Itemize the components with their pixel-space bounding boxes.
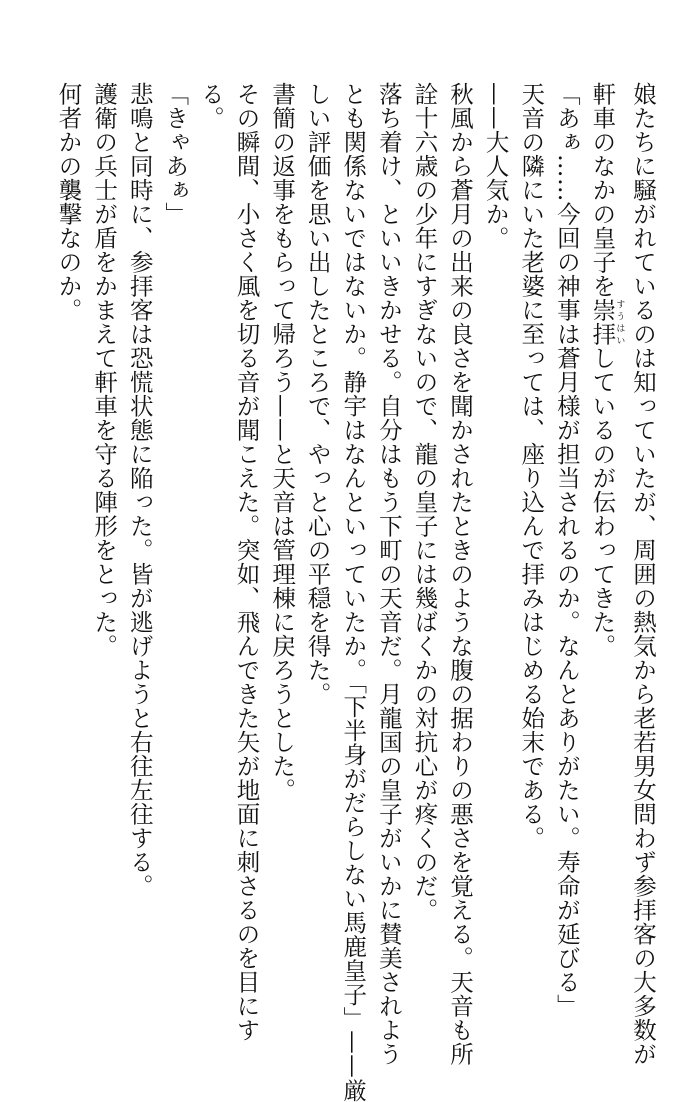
ruby-base: 崇拝 [588,298,617,346]
text-line-6: 秋風から蒼月の出来の良さを聞かされたときのような腹の据わりの悪さを覚える。天音も所 [446,82,475,1066]
vertical-text-body [50,82,660,1102]
text-line-7: 詮十六歳の少年にすぎないので、龍の皇子には幾ばくかの対抗心が疼くのだ。 [410,82,439,922]
text-line-3: 「あぁ……今回の神事は蒼月様が担当されるのか。なんとありがたい。寿命が延びる」 [552,82,581,1018]
text-line-1: 娘たちに騒がれているのは知っていたが、周囲の熱気から老若男女問わず参拝客の大多数が [629,82,657,1066]
text-line-14: 「きゃあぁ」 [161,82,190,226]
text-line-15: 悲鳴と同時に、参拝客は恐慌状態に陥った。皆が逃げようと右往左往する。 [125,82,154,898]
text-line-10: しい評価を思い出したところで、やっと心の平穏を得た。 [303,82,332,706]
text-line-2-after: しているのが伝わってきた。 [588,346,617,658]
text-line-11: 書簡の返事をもらって帰ろう——と天音は管理棟に戻ろうとした。 [268,82,297,802]
text-line-12: その瞬間、小さく風を切る音が聞こえた。突如、飛んできた矢が地面に刺さるのを目にす [232,82,261,1042]
text-line-2 [584,82,625,962]
text-line-8: 落ち着け、といいきかせる。自分はもう下町の天音だ。月龍国の皇子がいかに賛美されよう [374,82,403,1066]
ruby-word [588,298,625,346]
text-line-4: 天音の隣にいた老婆に至っては、座り込んで拝みはじめる始末である。 [517,82,546,850]
text-line-5: ——大人気か。 [481,82,510,250]
ruby-reading: すうはい [614,298,625,346]
text-line-9: とも関係ないではないか。静宇はなんといっていたか。「下半身がだらしない馬鹿皇子」——厳 [339,82,368,1102]
text-line-13: る。 [196,82,225,130]
text-line-2-before: 軒車のなかの皇子を [588,82,617,298]
text-line-16: 護衛の兵士が盾をかまえて軒車を守る陣形をとった。 [90,82,119,658]
text-line-17: 何者かの襲撃なのか。 [54,82,83,322]
